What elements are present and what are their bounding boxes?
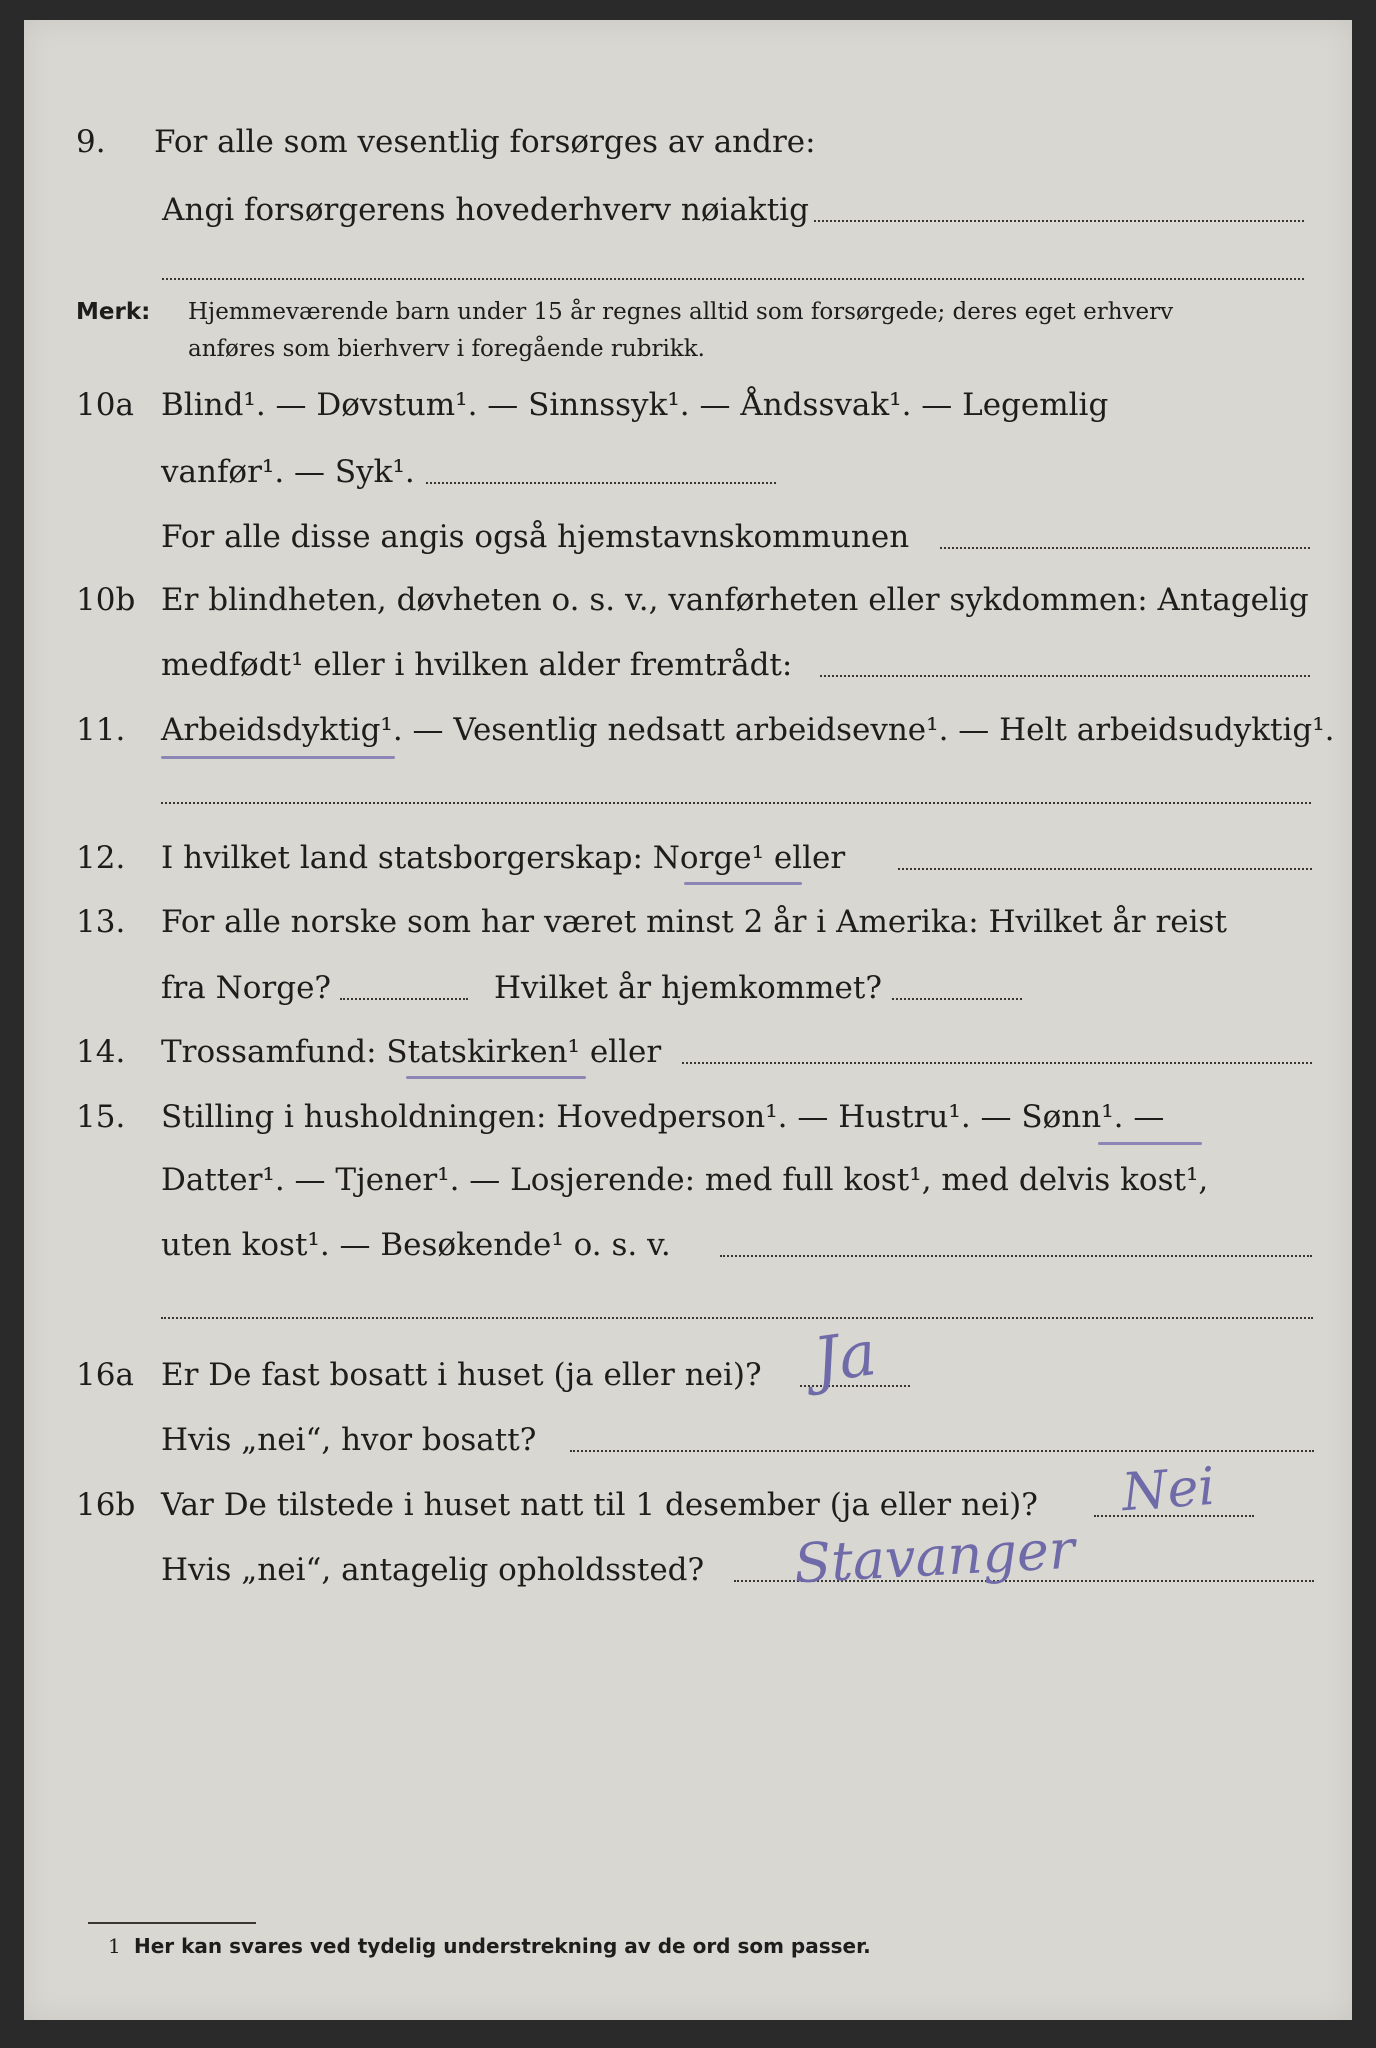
q10b-answer-line[interactable] [820,675,1310,677]
q15-answer-line[interactable] [720,1255,1312,1257]
merk-text-1: Hjemmeværende barn under 15 år regnes alltid som forsørgede; deres eget erhverv [188,299,1174,325]
q9-answer-line-2[interactable] [162,278,1304,280]
q16a-bosatt-label: Hvis „nei“, hvor bosatt? [161,1422,537,1458]
q15-number: 15. [76,1099,126,1135]
q9-number: 9. [76,124,106,160]
q9-answer-line[interactable] [814,220,1304,222]
q12-number: 12. [76,840,126,876]
q15-options-3: uten kost¹. — Besøkende¹ o. s. v. [161,1227,671,1263]
footnote-rule [88,1922,256,1924]
q16b-handwritten-answer: Nei [1120,1456,1217,1524]
q10b-number: 10b [76,582,136,618]
q14-number: 14. [76,1034,126,1070]
q12-answer-line[interactable] [898,868,1312,870]
census-form-page [24,20,1352,2020]
q10b-question: Er blindheten, døvheten o. s. v., vanførheten eller sykdommen: Antagelig [161,582,1309,618]
q10a-hjemstavn-label: For alle disse angis også hjemstavnskommunen [161,519,910,555]
q10a-number: 10a [76,387,134,423]
q15-answer-line-2[interactable] [161,1317,1313,1319]
footnote-text: Her kan svares ved tydelig understrekning av de ord som passer. [134,1934,871,1958]
q11-answer-line[interactable] [161,802,1311,804]
q15-options: Stilling i husholdningen: Hovedperson¹. — Hustru¹. — Sønn¹. — [161,1099,1165,1135]
q9-label: Angi forsørgerens hovederhverv nøiaktig [162,192,809,228]
q13-reist-answer-line[interactable] [340,998,468,1000]
q16a-number: 16a [76,1357,134,1393]
q12-question: I hvilket land statsborgerskap: Norge¹ eller [161,840,846,876]
q11-underline-arbeidsdyktig [161,756,395,759]
footnote [108,1933,871,1959]
footnote-number: 1 [108,1934,121,1958]
q10a-options-2: vanfør¹. — Syk¹. [161,454,415,490]
q10b-question-2: medfødt¹ eller i hvilken alder fremtrådt: [161,647,793,683]
q11-number: 11. [76,712,126,748]
q10a-syk-answer-line[interactable] [426,482,776,484]
q10a-hjemstavn-line[interactable] [940,547,1310,549]
q16b-handwritten-place: Stavanger [792,1517,1077,1596]
q16a-bosatt-answer-line[interactable] [570,1450,1314,1452]
q16a-question: Er De fast bosatt i huset (ja eller nei)? [161,1357,762,1393]
q16b-question: Var De tilstede i huset natt til 1 desember (ja eller nei)? [161,1487,1038,1523]
q16a-handwritten-answer: Ja [809,1316,881,1397]
q14-answer-line[interactable] [682,1062,1312,1064]
q13-hjemkommet-label: Hvilket år hjemkommet? [494,970,882,1006]
q13-question: For alle norske som har været minst 2 år i Amerika: Hvilket år reist [161,904,1227,940]
q11-options: Arbeidsdyktig¹. — Vesentlig nedsatt arbeidsevne¹. — Helt arbeidsudyktig¹. [161,712,1335,748]
q15-underline-sonn [1098,1142,1202,1145]
q16b-opholdssted-label: Hvis „nei“, antagelig opholdssted? [161,1552,705,1588]
q14-underline-statskirken [406,1076,586,1079]
q13-hjemkommet-answer-line[interactable] [892,998,1022,1000]
q13-reist-label: fra Norge? [161,970,332,1006]
q14-question: Trossamfund: Statskirken¹ eller [161,1034,662,1070]
q12-underline-norge [684,882,802,885]
merk-label: Merk: [76,299,151,325]
q15-options-2: Datter¹. — Tjener¹. — Losjerende: med full kost¹, med delvis kost¹, [161,1162,1209,1198]
q10a-options: Blind¹. — Døvstum¹. — Sinnssyk¹. — Åndssvak¹. — Legemlig [161,387,1109,423]
q9-question: For alle som vesentlig forsørges av andre: [154,124,816,160]
q16b-number: 16b [76,1487,136,1523]
merk-text-2: anføres som bierhverv i foregående rubrikk. [188,336,705,362]
q13-number: 13. [76,904,126,940]
